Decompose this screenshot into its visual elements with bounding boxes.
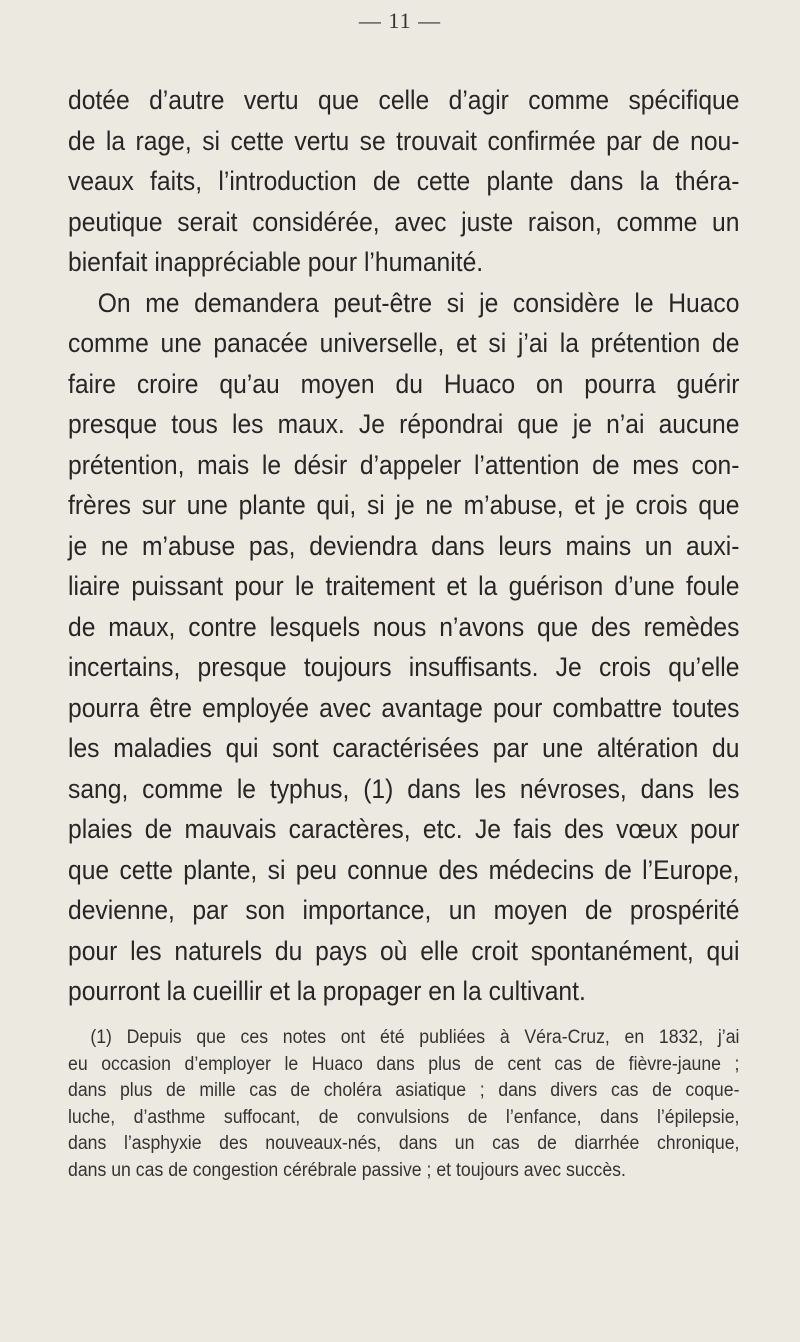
footnote-line: luche, d’asthme suffocant, de convulsions de l’enfance, dans l’épilepsie, [68, 1106, 740, 1128]
body-line: bienfait inappréciable pour l’humanité. [68, 247, 484, 277]
body-line: de la rage, si cette vertu se trouvait confirmée par de nou- [68, 125, 740, 156]
body-line: On me demandera peut-être si je considère le Huaco [97, 287, 740, 318]
body-text [68, 80, 740, 1012]
body-line: faire croire qu’au moyen du Huaco on pourra guérir [68, 368, 740, 399]
body-line: sang, comme le typhus, (1) dans les névroses, dans les [68, 773, 740, 804]
footnote [68, 1025, 740, 1184]
body-line: veaux faits, l’introduction de cette plante dans la théra- [68, 166, 740, 196]
body-line: incertains, presque toujours insuffisants. Je crois qu’elle [68, 652, 740, 682]
footnote-line: dans l’asphyxie des nouveaux-nés, dans un cas de diarrhée chronique, [68, 1133, 740, 1154]
page-number: — 11 — [358, 8, 442, 33]
body-line: que cette plante, si peu connue des médecins de l’Europe, [68, 854, 740, 885]
footnote-line: (1) Depuis que ces notes ont été publiées à Véra-Cruz, en 1832, j’ai [90, 1027, 740, 1048]
footnote-line: eu occasion d’employer le Huaco dans plus de cent cas de fièvre-jaune ; [68, 1053, 740, 1075]
body-line: frères sur une plante qui, si je ne m’abuse, et je crois que [68, 490, 740, 520]
body-line: liaire puissant pour le traitement et la guérison d’une foule [68, 571, 740, 601]
body-line: les maladies qui sont caractérisées par une altération du [68, 733, 740, 763]
body-line: devienne, par son importance, un moyen de prospérité [68, 895, 740, 925]
body-line: pour les naturels du pays où elle croit spontanément, qui [68, 935, 740, 966]
body-line: pourra être employée avec avantage pour combattre toutes [68, 692, 740, 723]
body-line: dotée d’autre vertu que celle d’agir comme spécifique [68, 85, 740, 115]
footnote-line: dans plus de mille cas de choléra asiatique ; dans divers cas de coque- [68, 1080, 740, 1101]
body-line: comme une panacée universelle, et si j’ai la prétention de [68, 328, 740, 358]
body-line: presque tous les maux. Je répondrai que je n’ai aucune [68, 409, 740, 439]
footnote-line: dans un cas de congestion cérébrale passive ; et toujours avec succès. [68, 1159, 626, 1181]
body-line: prétention, mais le désir d’appeler l’attention de mes con- [68, 449, 740, 480]
body-line: peutique serait considérée, avec juste raison, comme un [68, 206, 740, 237]
body-line: de maux, contre lesquels nous n’avons que des remèdes [68, 611, 740, 642]
body-line: pourront la cueillir et la propager en la cultivant. [68, 976, 586, 1006]
body-line: je ne m’abuse pas, deviendra dans leurs mains un auxi- [68, 530, 740, 561]
body-line: plaies de mauvais caractères, etc. Je fais des vœux pour [68, 814, 740, 844]
